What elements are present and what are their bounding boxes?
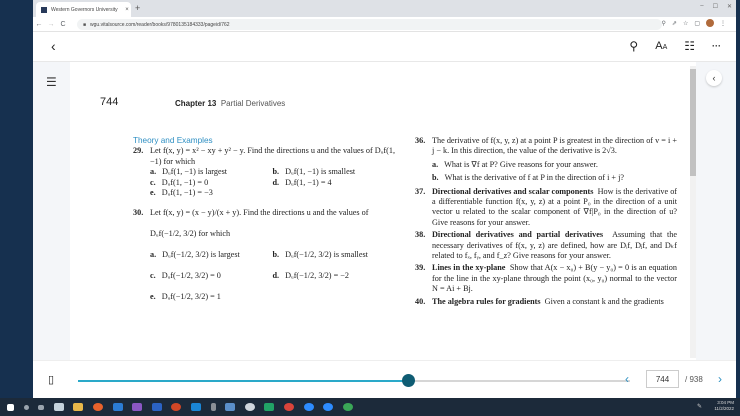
search-icon[interactable] bbox=[24, 405, 29, 410]
problem-40: 40. The algebra rules for gradients Given a constant k and the gradients bbox=[415, 296, 664, 306]
problem-36-part-b: b. What is the derivative of f at P in the direction of i + j? bbox=[432, 173, 624, 183]
reader-footer bbox=[33, 360, 736, 398]
start-icon[interactable] bbox=[7, 404, 14, 411]
browser-actions bbox=[662, 19, 727, 27]
chat-app-icon[interactable] bbox=[264, 403, 274, 411]
tab-title: Western Governors University bbox=[51, 6, 118, 13]
address-bar[interactable] bbox=[77, 19, 662, 30]
left-rail bbox=[33, 62, 70, 360]
usb-device-icon[interactable] bbox=[211, 403, 216, 411]
share-icon[interactable]: ⇗ bbox=[671, 20, 677, 27]
star-icon[interactable]: ☆ bbox=[682, 20, 689, 27]
favicon-icon bbox=[41, 7, 47, 13]
close-window-button[interactable]: ✕ bbox=[726, 4, 732, 10]
reader-back-icon[interactable]: ‹ bbox=[51, 38, 56, 54]
system-clock[interactable] bbox=[714, 400, 734, 412]
lock-icon: ■ bbox=[83, 21, 87, 28]
app-icon-green[interactable] bbox=[343, 403, 353, 411]
forward-arrow-icon[interactable]: → bbox=[47, 20, 55, 28]
reader-toolbar-icons bbox=[629, 39, 721, 53]
close-tab-icon[interactable]: × bbox=[125, 6, 129, 13]
zoom-app-icon-2[interactable] bbox=[323, 403, 333, 411]
task-view-icon[interactable] bbox=[38, 405, 44, 410]
slider-handle[interactable] bbox=[402, 374, 415, 387]
search-icon[interactable]: ⚲ bbox=[629, 39, 639, 53]
tab-strip bbox=[33, 0, 736, 17]
book-page bbox=[70, 62, 690, 360]
table-of-contents-icon[interactable]: ☰ bbox=[46, 75, 57, 89]
left-column bbox=[133, 136, 395, 307]
problem-38: 38. Directional derivatives and partial derivatives Assuming that the necessary derivatives of f(x, y, z) are defined, how are Dᵢf, Dⱼf, and Dₖf related to fₓ, fᵧ, and f_z? Give reasons for your answer. bbox=[415, 230, 677, 261]
problem-36: 36. The derivative of f(x, y, z) at a point P is greatest in the direction of v = i + j − k. In this direction, the value of the derivative is 2√3. bbox=[415, 136, 677, 156]
problem-36-part-a: a. What is ∇f at P? Give reasons for your answer. bbox=[432, 159, 598, 169]
previous-page-button[interactable]: ‹ bbox=[625, 372, 629, 386]
minimize-button[interactable]: – bbox=[700, 3, 704, 9]
browser-tab[interactable] bbox=[36, 2, 131, 17]
page-number: 744 bbox=[100, 96, 119, 108]
reload-icon[interactable]: C bbox=[60, 20, 66, 28]
teams-icon[interactable] bbox=[132, 403, 142, 411]
zoom-app-icon[interactable] bbox=[304, 403, 314, 411]
chrome-icon[interactable] bbox=[284, 403, 294, 411]
problem-29: 29. Let f(x, y) = x² − xy + y² − y. Find the directions u and the values of Dᵤf(1, −1) for which bbox=[133, 146, 395, 166]
right-rail bbox=[696, 62, 736, 360]
reader-toolbar bbox=[33, 32, 736, 62]
sidebar-icon[interactable]: ▢ bbox=[694, 20, 700, 27]
problem-30-part-e: e. Dᵤf(−1/2, 3/2) = 1 bbox=[150, 291, 221, 301]
firefox-icon[interactable] bbox=[93, 403, 103, 411]
chapter-header bbox=[175, 99, 285, 108]
collapse-panel-button[interactable]: ‹ bbox=[706, 70, 722, 86]
file-explorer-icon[interactable] bbox=[73, 403, 83, 411]
bookmarks-list-icon[interactable]: ☷ bbox=[684, 39, 695, 53]
right-column bbox=[415, 136, 677, 307]
problem-29-part-e: e. Dᵤf(1, −1) = −3 bbox=[150, 188, 213, 198]
problem-30-parts-ab: a. Dᵤf(−1/2, 3/2) is largest b. Dᵤf(−1/2, 3/2) is smallest bbox=[150, 249, 368, 259]
word-icon[interactable] bbox=[152, 403, 162, 411]
problem-30-continued: Dᵤf(−1/2, 3/2) for which bbox=[150, 228, 231, 238]
clock-time: 3:04 PM bbox=[717, 400, 734, 405]
new-tab-button[interactable]: + bbox=[135, 3, 141, 13]
browser-window bbox=[33, 0, 736, 398]
total-pages: / 938 bbox=[685, 375, 703, 384]
problem-29-parts-ab: a. Dᵤf(1, −1) is largest b. Dᵤf(1, −1) is smallest bbox=[150, 167, 356, 177]
powerpoint-icon[interactable] bbox=[171, 403, 181, 411]
bookmark-icon[interactable]: ▯ bbox=[48, 374, 55, 386]
more-icon[interactable]: ··· bbox=[712, 41, 721, 51]
page-progress-slider[interactable] bbox=[78, 380, 630, 382]
problem-30-parts-cd: c. Dᵤf(−1/2, 3/2) = 0 d. Dᵤf(−1/2, 3/2) = −2 bbox=[150, 270, 349, 280]
back-arrow-icon[interactable]: ← bbox=[35, 20, 43, 28]
browser-navbar bbox=[33, 17, 736, 32]
outlook-icon[interactable] bbox=[191, 403, 201, 411]
slider-fill bbox=[78, 380, 409, 382]
zoom-icon[interactable]: ⚲ bbox=[661, 20, 666, 27]
chapter-title: Partial Derivatives bbox=[220, 99, 286, 108]
media-icon[interactable] bbox=[245, 403, 255, 411]
edge-app-icon[interactable] bbox=[54, 403, 64, 411]
app-icon-window[interactable] bbox=[225, 403, 235, 411]
problem-37: 37. Directional derivatives and scalar components How is the derivative of a differentiable function f(x, y, z) at a point P₀ in the direction of a unit vector u related to the scalar component of ∇f|P₀ in the direction of u? Give reasons for your answer. bbox=[415, 186, 678, 227]
text-size-icon[interactable]: AA bbox=[655, 40, 668, 52]
section-heading: Theory and Examples bbox=[133, 136, 213, 145]
next-page-button[interactable]: › bbox=[718, 372, 722, 386]
clock-date: 11/2/2022 bbox=[714, 406, 734, 411]
problem-29-parts-cd: c. Dᵤf(1, −1) = 0 d. Dᵤf(1, −1) = 4 bbox=[150, 177, 332, 187]
url-text: wgu.vitalsource.com/reader/books/9780135184333/pageid/762 bbox=[90, 21, 230, 28]
window-controls bbox=[700, 3, 732, 10]
profile-avatar[interactable] bbox=[706, 19, 714, 27]
maximize-button[interactable]: ☐ bbox=[712, 4, 718, 10]
problem-39: 39. Lines in the xy-plane Show that A(x − x₀) + B(y − y₀) = 0 is an equation for the line in the xy-plane through the point (x₀, y₀) normal to the vector N = Ai + Bj. bbox=[415, 263, 677, 294]
menu-kebab-icon[interactable]: ⋮ bbox=[720, 20, 726, 27]
page-number-input[interactable] bbox=[646, 370, 679, 388]
chapter-label: Chapter 13 bbox=[175, 99, 217, 108]
app-icon-blue[interactable] bbox=[113, 403, 123, 411]
problem-30: 30. Let f(x, y) = (x − y)/(x + y). Find the directions u and the values of bbox=[133, 207, 369, 217]
tray-pen-icon[interactable]: ✎ bbox=[696, 404, 702, 410]
windows-taskbar bbox=[0, 398, 740, 416]
